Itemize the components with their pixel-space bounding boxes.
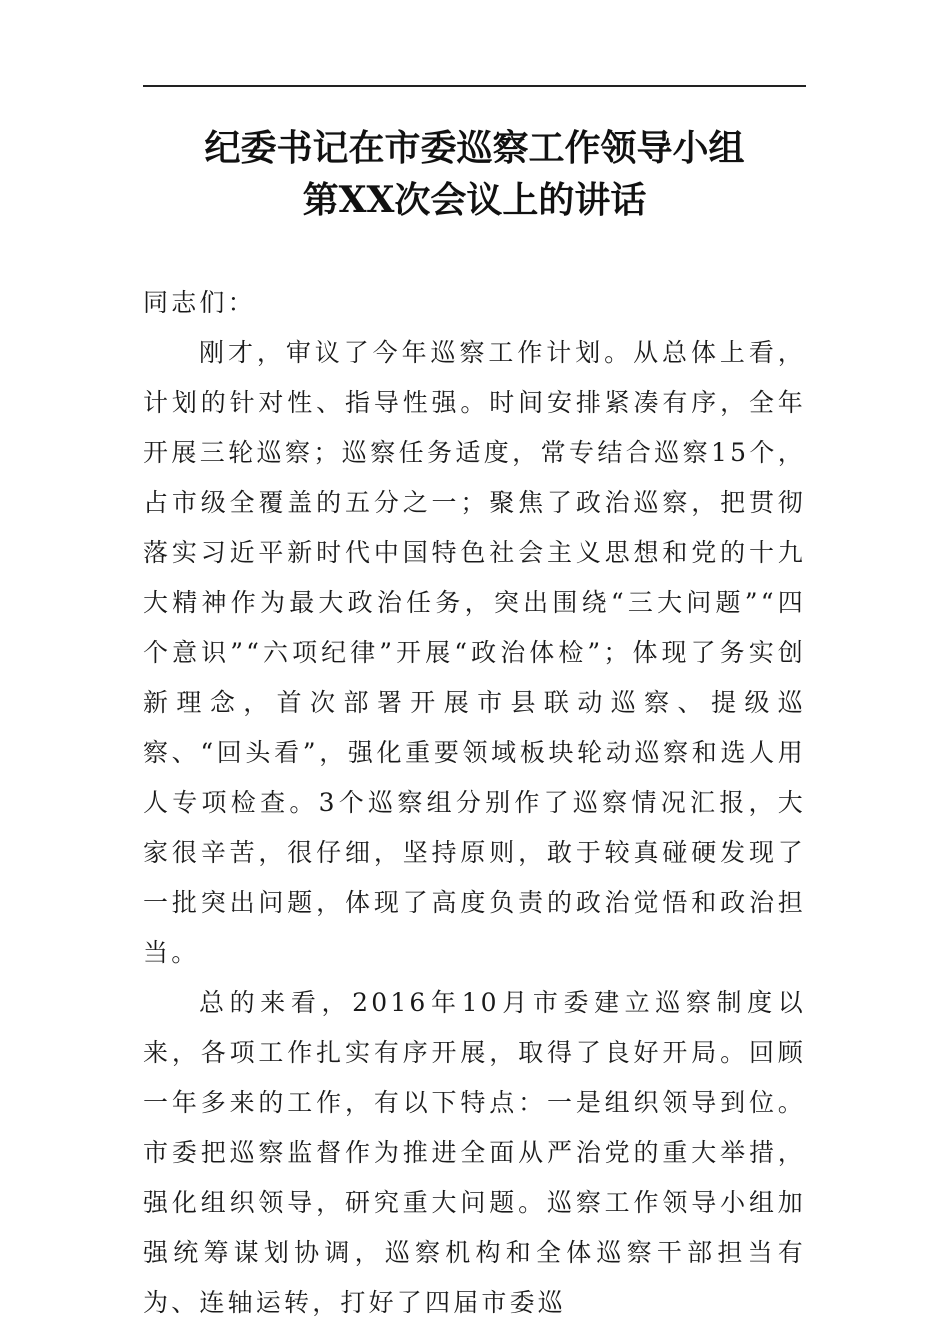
document-body — [143, 278, 806, 1328]
document-title — [143, 122, 806, 226]
salutation: 同志们： — [143, 288, 256, 317]
title-line-2: 第XX次会议上的讲话 — [302, 179, 647, 221]
title-line-1: 纪委书记在市委巡察工作领导小组 — [204, 127, 745, 169]
paragraph-1: 刚才，审议了今年巡察工作计划。从总体上看，计划的针对性、指导性强。时间安排紧凑有序，全年开展三轮巡察；巡察任务适度，常专结合巡察15个，占市级全覆盖的五分之一；聚焦了政治巡察，把贯彻落实习近平新时代中国特色社会主义思想和党的十九大精神作为最大政治任务，突出围绕“三大问题”“四个意识”“六项纪律”开展“政治体检”；体现了务实创新理念，首次部署开展市县联动巡察、提级巡察、“回头看”，强化重要领域板块轮动巡察和选人用人专项检查。3个巡察组分别作了巡察情况汇报，大家很辛苦，很仔细，坚持原则，敢于较真碰硬发现了一批突出问题，体现了高度负责的政治觉悟和政治担当。 — [143, 338, 806, 967]
header-rule — [143, 85, 806, 87]
paragraph-2: 总的来看，2016年10月市委建立巡察制度以来，各项工作扎实有序开展，取得了良好开局。回顾一年多来的工作，有以下特点：一是组织领导到位。市委把巡察监督作为推进全面从严治党的重大举措，强化组织领导，研究重大问题。巡察工作领导小组加强统筹谋划协调，巡察机构和全体巡察干部担当有为、连轴运转，打好了四届市委巡 — [143, 988, 806, 1317]
